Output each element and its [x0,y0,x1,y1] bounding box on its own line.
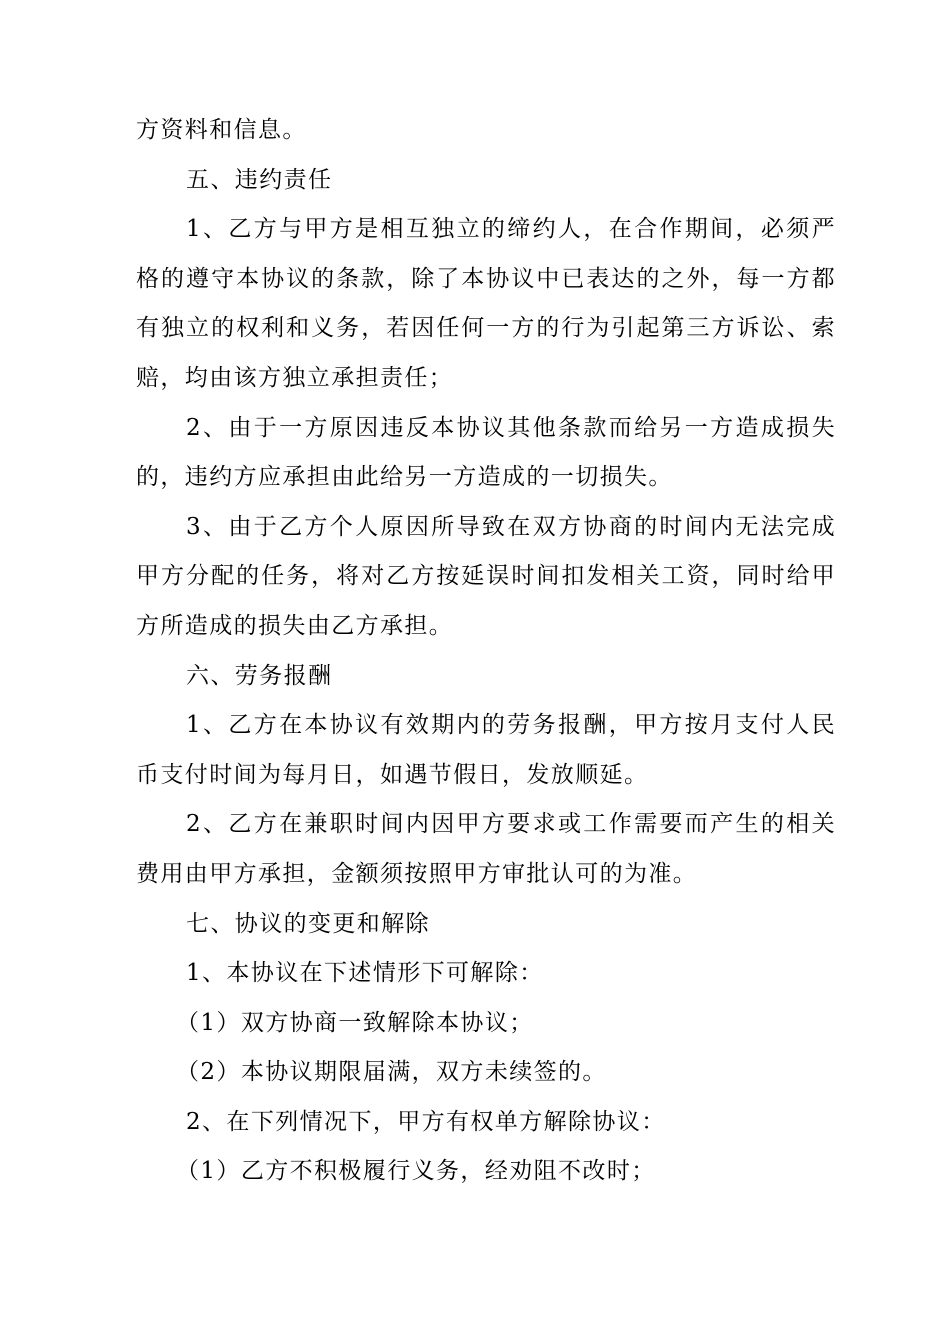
section-heading-remuneration: 六、劳务报酬 [186,662,333,689]
document-body [136,106,836,1197]
clause-breach-2: 2、由于一方原因违反本协议其他条款而给另一方造成损失的，违约方应承担由此给另一方造成的一切损失。 [136,414,836,491]
clause-remuneration-2: 2、乙方在兼职时间内因甲方要求或工作需要而产生的相关费用由甲方承担，金额须按照甲方审批认可的为准。 [136,811,836,887]
clause-termination-1: 1、本协议在下述情形下可解除： [186,960,544,987]
section-heading-termination: 七、协议的变更和解除 [186,910,430,937]
subclause-termination-1-2: （2）本协议期限届满，双方未续签的。 [176,1059,607,1086]
clause-breach-1: 1、乙方与甲方是相互独立的缔约人，在合作期间，必须严格的遵守本协议的条款，除了本协议中已表达的之外，每一方都有独立的权利和义务，若因任何一方的行为引起第三方诉讼、索赔，均由该方独立承担责任； [136,216,836,391]
section-heading-breach: 五、违约责任 [186,166,333,193]
subclause-termination-2-1: （1）乙方不积极履行义务，经劝阻不改时； [176,1158,656,1185]
clause-breach-3: 3、由于乙方个人原因所导致在双方协商的时间内无法完成甲方分配的任务，将对乙方按延误时间扣发相关工资，同时给甲方所造成的损失由乙方承担。 [136,513,836,639]
subclause-termination-1-1: （1）双方协商一致解除本协议； [176,1009,534,1036]
clause-remuneration-1: 1、乙方在本协议有效期内的劳务报酬，甲方按月支付人民币支付时间为每月日，如遇节假日，发放顺延。 [136,712,836,788]
paragraph-continuation: 方资料和信息。 [136,117,307,143]
clause-termination-2: 2、在下列情况下，甲方有权单方解除协议： [186,1108,666,1135]
